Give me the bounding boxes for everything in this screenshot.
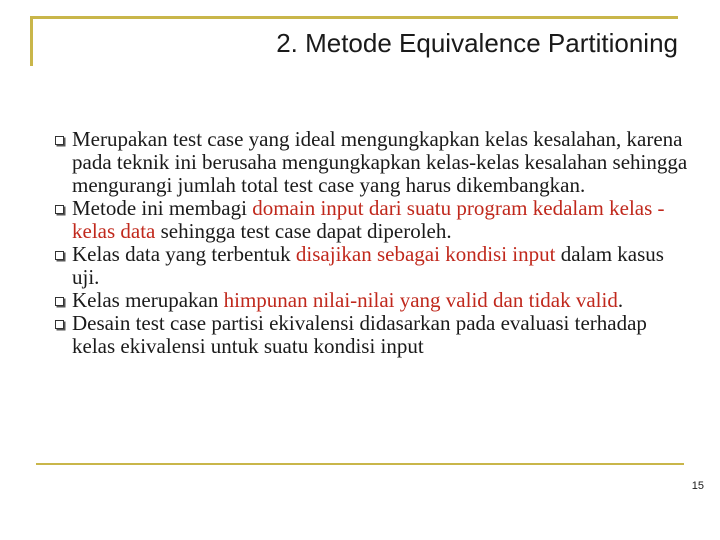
square-bullet-icon	[55, 297, 64, 306]
bullet-text: Kelas merupakan	[72, 288, 224, 312]
bullet-text: .	[617, 288, 624, 312]
bullet-item	[60, 289, 690, 312]
bullet-item	[60, 128, 690, 197]
page-number: 15	[691, 480, 704, 492]
title-frame	[30, 16, 678, 66]
square-bullet-icon	[55, 205, 64, 214]
footer-divider	[36, 463, 684, 465]
bullet-text: Kelas data yang terbentuk	[72, 242, 296, 266]
bullet-text: dalam kasus uji.	[72, 242, 664, 289]
square-bullet-icon	[55, 251, 64, 260]
square-bullet-icon	[55, 320, 64, 329]
highlighted-text: himpunan nilai-nilai yang valid dan tidak valid	[223, 288, 618, 312]
bullet-item	[60, 312, 690, 358]
slide-title: 2. Metode Equivalence Partitioning	[276, 28, 678, 58]
highlighted-text: domain input dari suatu program kedalam kelas - kelas data	[72, 196, 665, 243]
bullet-list	[60, 128, 690, 358]
bullet-text: sehingga test case dapat diperoleh.	[155, 219, 452, 243]
title-frame-top-border	[30, 16, 678, 19]
title-frame-left-border	[30, 16, 33, 66]
bullet-text: Merupakan test case yang ideal mengungkapkan kelas kesalahan, karena pada teknik ini berusaha mengungkapkan kelas-kelas kesalahan sehingga mengurangi jumlah total test case yang harus dikembangkan.	[72, 127, 688, 197]
bullet-item	[60, 243, 690, 289]
bullet-text: Metode ini membagi	[72, 196, 253, 220]
bullet-item	[60, 197, 690, 243]
square-bullet-icon	[55, 136, 64, 145]
highlighted-text: disajikan sebagai kondisi input	[295, 242, 556, 266]
bullet-text: Desain test case partisi ekivalensi didasarkan pada evaluasi terhadap kelas ekivalensi untuk suatu kondisi input	[72, 311, 647, 358]
